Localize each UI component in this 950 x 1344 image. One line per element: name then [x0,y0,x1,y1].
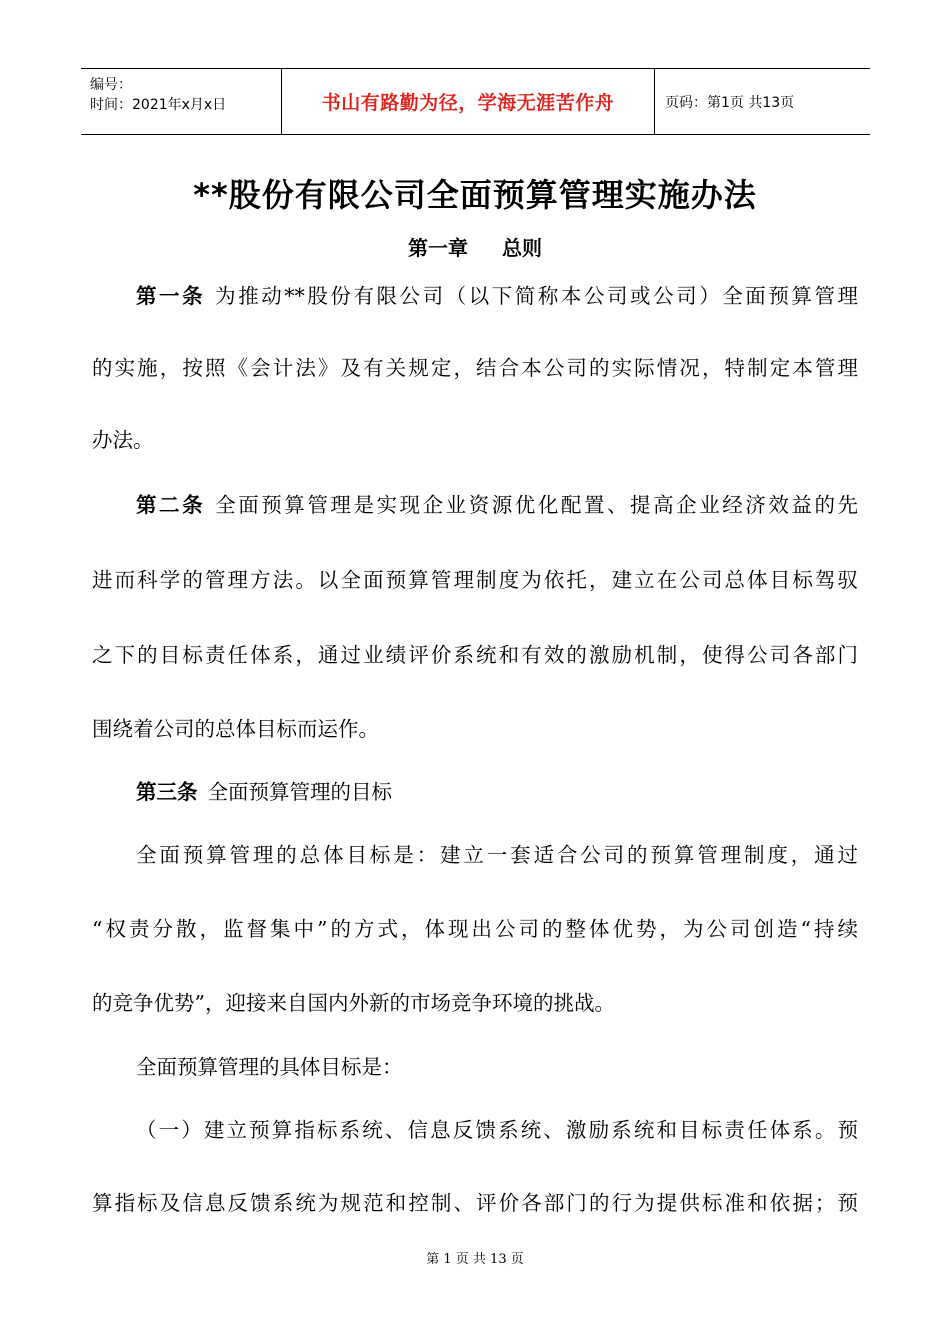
article2-line1: 第二条 全面预算管理是实现企业资源优化配置、提高企业经济效益的先 [136,493,859,517]
article-label: 第一条 [136,284,206,308]
header-page-number: 页码：第1页 共13页 [665,94,795,111]
number-label: 编号： [90,77,132,93]
article-label: 第三条 [136,780,198,804]
time-label: 时间：2021年x月x日 [90,97,227,113]
article3-p3-line2: 算指标及信息反馈系统为规范和控制、评价各部门的行为提供标准和依据；预 [92,1191,858,1215]
header-motto: 书山有路勤为径，学海无涯苦作舟 [281,69,655,134]
chapter-heading [0,232,950,261]
document-title: **股份有限公司全面预算管理实施办法 [193,176,757,214]
document-header [81,68,870,135]
article1-line3: 办法。 [92,428,154,452]
chapter-name: 总则 [502,236,542,260]
article3-p1-line1: 全面预算管理的总体目标是：建立一套适合公司的预算管理制度，通过 [136,843,858,867]
article2-line4: 围绕着公司的总体目标而运作。 [92,717,379,741]
article3-p1-line2: “权责分散，监督集中”的方式，体现出公司的整体优势，为公司创造“持续 [92,917,858,941]
chapter-number: 第一章 [408,236,468,260]
page-footer: 第 1 页 共 13 页 [426,1252,524,1267]
article1-line1: 第一条 为推动**股份有限公司（以下简称本公司或公司）全面预算管理 [136,284,859,308]
article3-heading: 第三条 全面预算管理的目标 [136,780,392,804]
article-label: 第二条 [136,493,206,517]
header-meta [81,69,281,134]
article3-p3-line1: （一）建立预算指标系统、信息反馈系统、激励系统和目标责任体系。预 [136,1118,858,1142]
article2-line2: 进而科学的管理方法。以全面预算管理制度为依托，建立在公司总体目标驾驭 [92,568,858,592]
article1-line2: 的实施，按照《会计法》及有关规定，结合本公司的实际情况，特制定本管理 [92,356,858,380]
article3-p1-line3: 的竞争优势”，迎接来自国内外新的市场竞争环境的挑战。 [92,991,615,1015]
article3-p2: 全面预算管理的具体目标是： [136,1055,403,1079]
article2-line3: 之下的目标责任体系，通过业绩评价系统和有效的激励机制，使得公司各部门 [92,643,858,667]
